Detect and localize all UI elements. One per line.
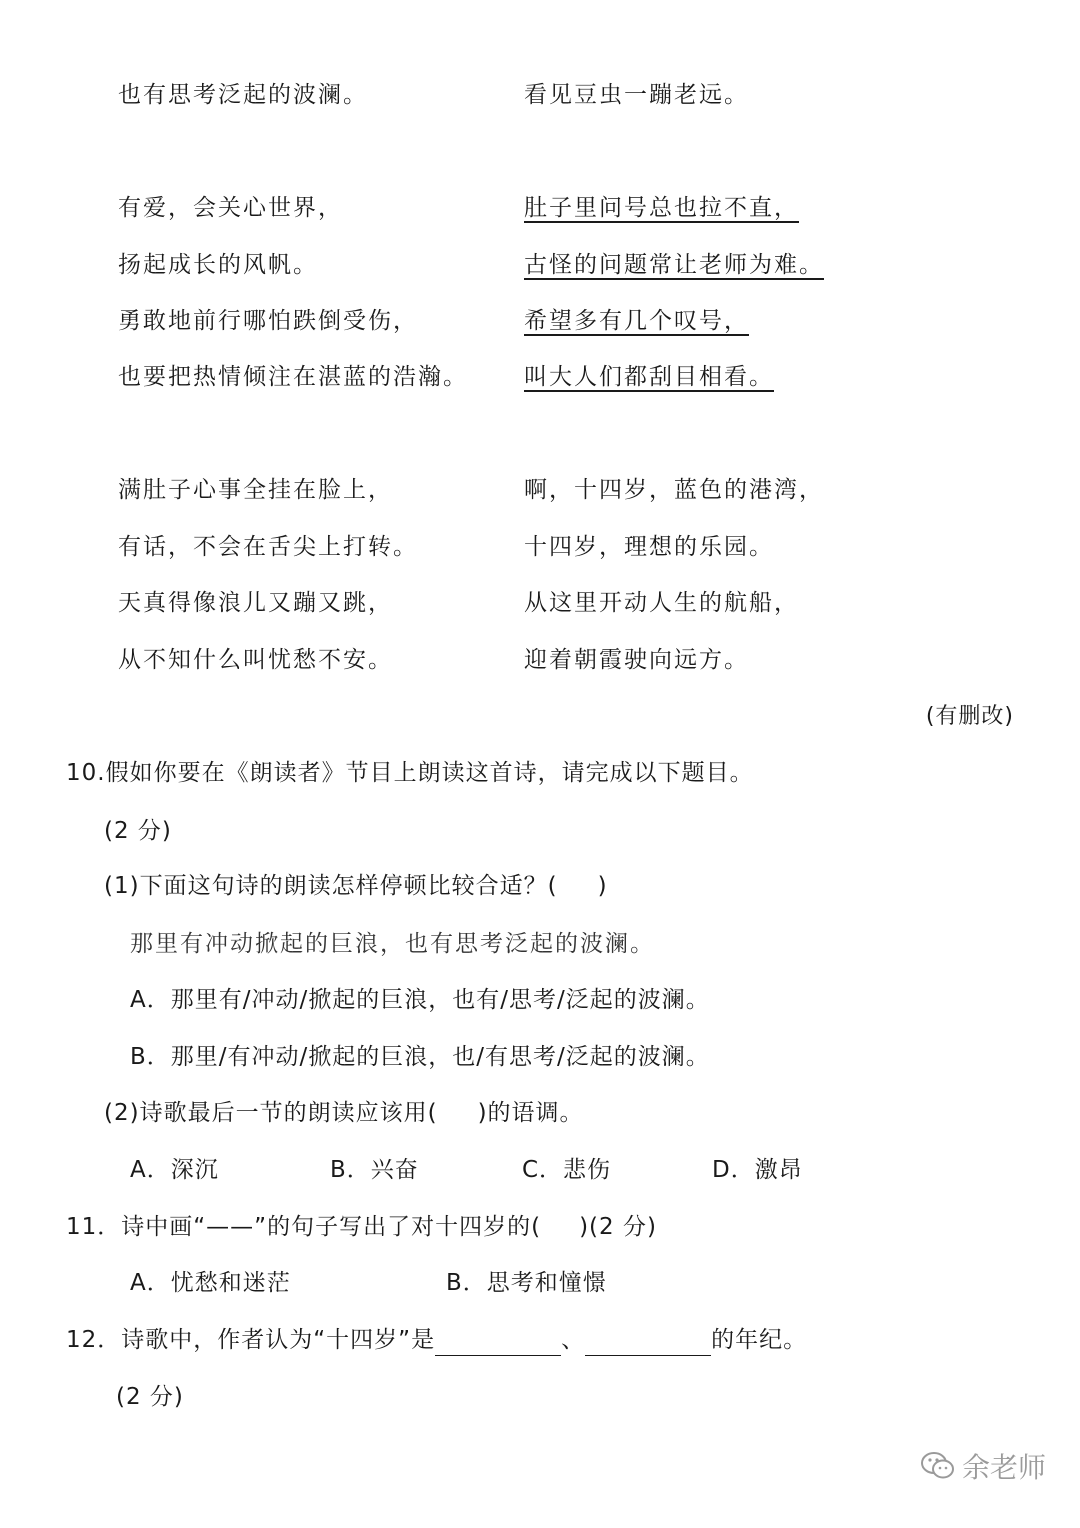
poem-line: 看见豆虫一蹦老远。 xyxy=(524,82,749,108)
question-12-close: 的年纪。 xyxy=(711,1327,808,1353)
question-10-2-stem xyxy=(104,1097,584,1129)
watermark xyxy=(920,1446,1046,1486)
poem-line-underlined: 古怪的问题常让老师为难。 xyxy=(524,252,824,278)
question-10-1-close: ) xyxy=(597,873,608,899)
question-10-stem: 10.假如你要在《朗读者》节目上朗读这首诗，请完成以下题目。 xyxy=(66,760,754,786)
poem-line: 满肚子心事全挂在脸上， xyxy=(118,477,393,503)
poem-line: 扬起成长的风帆。 xyxy=(118,252,318,278)
option-a: A．那里有/冲动/掀起的巨浪，也有/思考/泛起的波澜。 xyxy=(130,987,710,1013)
quoted-verse: 那里有冲动掀起的巨浪，也有思考泛起的波澜。 xyxy=(130,931,655,957)
question-11-close: )(2 分) xyxy=(579,1214,657,1240)
option-a: A．深沉 xyxy=(130,1157,219,1183)
option-c: C．悲伤 xyxy=(522,1157,612,1183)
question-10-1-text: (1)下面这句诗的朗读怎样停顿比较合适？( xyxy=(104,873,558,899)
question-10-2-close: )的语调。 xyxy=(477,1100,584,1126)
revision-note: (有删改) xyxy=(925,704,1014,729)
poem-line-underlined: 叫大人们都刮目相看。 xyxy=(524,364,774,390)
poem-line: 也有思考泛起的波澜。 xyxy=(118,82,368,108)
question-10-score: (2 分) xyxy=(104,818,172,844)
option-b: B．兴奋 xyxy=(330,1157,419,1183)
wechat-icon xyxy=(920,1451,956,1481)
poem-line: 也要把热情倾注在湛蓝的浩瀚。 xyxy=(118,364,468,390)
question-12-score: (2 分) xyxy=(116,1384,184,1410)
question-12-text: 12．诗歌中，作者认为“十四岁”是 xyxy=(66,1327,436,1353)
poem-line: 迎着朝霞驶向远方。 xyxy=(524,647,749,673)
question-11-stem xyxy=(66,1211,657,1243)
poem-line-underlined: 肚子里问号总也拉不直， xyxy=(524,195,799,221)
watermark-text: 余老师 xyxy=(961,1451,1046,1484)
poem-line: 有爱，会关心世界， xyxy=(118,195,343,221)
question-10-1-stem xyxy=(104,870,608,902)
poem-line: 勇敢地前行哪怕跌倒受伤， xyxy=(118,308,418,334)
option-b: B．思考和憧憬 xyxy=(446,1270,607,1296)
blank-separator: 、 xyxy=(561,1327,586,1353)
poem-line-underlined: 希望多有几个叹号， xyxy=(524,308,749,334)
option-a: A．忧愁和迷茫 xyxy=(130,1270,291,1296)
question-10-2-text: (2)诗歌最后一节的朗读应该用( xyxy=(104,1100,438,1126)
poem-line: 有话，不会在舌尖上打转。 xyxy=(118,534,418,560)
question-11-text: 11．诗中画“——”的句子写出了对十四岁的( xyxy=(66,1214,542,1240)
poem-line: 从这里开动人生的航船， xyxy=(524,590,799,616)
fill-blank-1[interactable] xyxy=(435,1329,561,1356)
fill-blank-2[interactable] xyxy=(585,1329,711,1356)
poem-line: 天真得像浪儿又蹦又跳， xyxy=(118,590,393,616)
option-d: D．激昂 xyxy=(712,1157,803,1183)
poem-line: 从不知什么叫忧愁不安。 xyxy=(118,647,393,673)
poem-line: 啊，十四岁，蓝色的港湾， xyxy=(524,477,824,503)
option-b: B．那里/有冲动/掀起的巨浪，也/有思考/泛起的波澜。 xyxy=(130,1044,710,1070)
poem-line: 十四岁，理想的乐园。 xyxy=(524,534,774,560)
question-12-stem xyxy=(66,1324,807,1356)
